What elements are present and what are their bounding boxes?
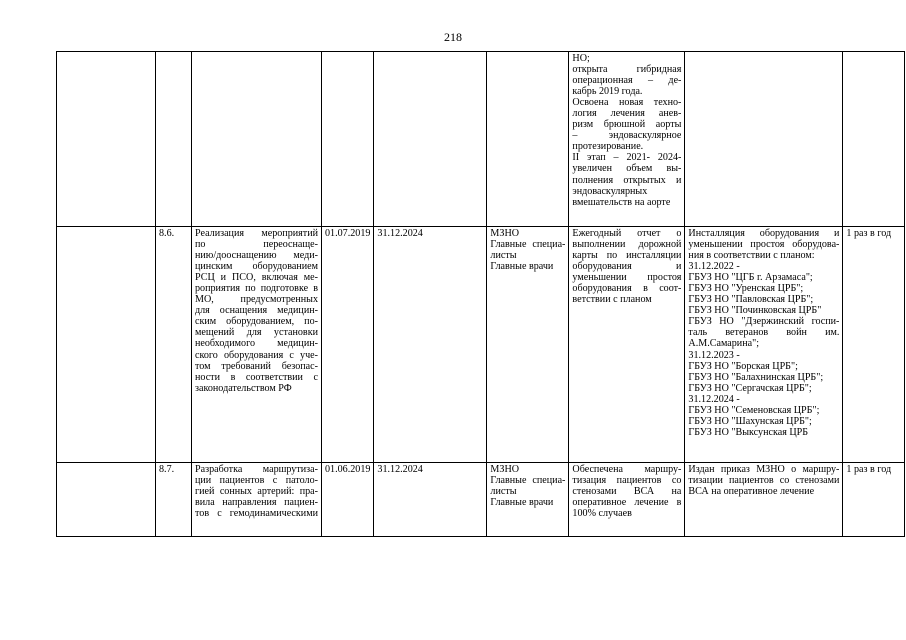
text-line: протезирование. xyxy=(572,141,644,153)
cell-empty xyxy=(374,52,487,227)
text-line: МЗНО xyxy=(490,228,520,239)
text-line: ГБУЗ НО "Уренская ЦРБ"; xyxy=(688,283,804,295)
text-line: 100% случаев xyxy=(572,508,632,520)
text-line: операционная – де- xyxy=(572,75,682,87)
text-line: ГБУЗ НО "Балахнинская ЦРБ"; xyxy=(688,371,824,383)
text-line: роприятия по подготовке в xyxy=(195,283,318,295)
text-line: 31.12.2022 - xyxy=(688,261,740,273)
text-line: Главные специа- xyxy=(490,239,566,251)
cell-indicator xyxy=(685,227,843,463)
cell-start-date: 01.07.2019 xyxy=(322,227,374,463)
text-line: Издан приказ МЗНО о маршру- xyxy=(688,464,840,475)
text-line: ГБУЗ НО "Борская ЦРБ"; xyxy=(688,360,798,372)
text-line: – эндоваскулярное xyxy=(572,130,682,142)
text-line: карты по инсталляции xyxy=(572,250,682,262)
text-line: законодательством РФ xyxy=(195,382,292,394)
text-line: уменьшении простоя xyxy=(572,272,682,284)
cell-frequency: 1 раз в год xyxy=(843,227,905,463)
text-line: НО; xyxy=(572,53,590,64)
text-line: ГБУЗ НО "Шахунская ЦРБ"; xyxy=(688,415,812,427)
text-line: ГБУЗ НО "Дзержинский госпи- xyxy=(688,316,840,328)
text-line: том требований безопас- xyxy=(195,360,318,372)
table-row-8-7 xyxy=(57,463,905,537)
cell-frequency: 1 раз в год xyxy=(843,463,905,537)
text-line: мещений для установки xyxy=(195,327,318,339)
text-line: РСЦ и ПСО, включая ме- xyxy=(195,272,318,284)
cell-empty xyxy=(156,52,192,227)
text-line: ГБУЗ НО "Павловская ЦРБ"; xyxy=(688,294,814,306)
text-line: Разработка маршрутиза- xyxy=(195,464,318,475)
text-line: для оснащения медицин- xyxy=(195,305,318,317)
text-line: оборудования в соот- xyxy=(572,283,682,295)
text-line: ности в соответствии с xyxy=(195,371,318,383)
text-line: ризм брюшной аорты xyxy=(572,119,682,131)
text-line: нию/дооснащению меди- xyxy=(195,250,318,262)
cell-result xyxy=(569,227,685,463)
text-line: ГБУЗ НО "Сергачская ЦРБ"; xyxy=(688,382,812,394)
text-line: ГБУЗ НО "Починковская ЦРБ" xyxy=(688,305,822,317)
cell-empty xyxy=(57,227,156,463)
cell-number: 8.7. xyxy=(156,463,192,537)
page-number: 218 xyxy=(444,30,462,44)
text-line: МО, предусмотренных xyxy=(195,294,318,306)
cell-start-date: 01.06.2019 xyxy=(322,463,374,537)
text-line: таль ветеранов войн им. xyxy=(688,327,840,339)
cell-empty xyxy=(322,52,374,227)
text-line: оперативное лечение в xyxy=(572,497,682,509)
text-line: листы xyxy=(490,250,517,262)
text-line: 31.12.2024 - xyxy=(688,393,740,405)
text-line: Освоена новая техно- xyxy=(572,97,682,109)
cell-end-date: 31.12.2024 xyxy=(374,463,487,537)
text-line: листы xyxy=(490,486,517,498)
text-line: ГБУЗ НО "Семеновская ЦРБ"; xyxy=(688,404,820,416)
text-line: цинским оборудованием xyxy=(195,261,318,273)
plan-table xyxy=(56,51,905,537)
cell-empty xyxy=(192,52,322,227)
text-line: II этап – 2021- 2024- xyxy=(572,152,682,164)
text-line: А.М.Самарина"; xyxy=(688,338,759,350)
text-line: Реализация мероприятий xyxy=(195,228,318,239)
cell-empty xyxy=(57,52,156,227)
text-line: Главные врачи xyxy=(490,497,554,509)
cell-number: 8.6. xyxy=(156,227,192,463)
cell-responsible xyxy=(487,463,569,537)
text-line: открыта гибридная xyxy=(572,64,682,76)
cell-empty xyxy=(487,52,569,227)
text-line: ским оборудованием, по- xyxy=(195,316,318,328)
text-line: тов с гемодинамическими xyxy=(195,508,318,520)
text-line: увеличен объем вы- xyxy=(572,163,682,175)
text-line: по переоснаще- xyxy=(195,239,318,251)
cell-empty xyxy=(685,52,843,227)
text-line: ГБУЗ НО "ЦГБ г. Арзамаса"; xyxy=(688,272,813,284)
text-line: ГБУЗ НО "Выксунская ЦРБ xyxy=(688,426,809,438)
text-line: тизации пациентов со стенозами xyxy=(688,475,840,487)
text-line: ветствии с планом xyxy=(572,294,652,306)
text-line: ния в соответствии с планом: xyxy=(688,250,815,262)
text-line: оборудования и xyxy=(572,261,682,273)
text-line: полнения открытых и xyxy=(572,174,682,186)
text-line: необходимого медицин- xyxy=(195,338,318,350)
cell-indicator xyxy=(685,463,843,537)
text-line: выполнении дорожной xyxy=(572,239,682,251)
text-line: стенозами ВСА на xyxy=(572,486,682,498)
text-line: вила направления пациен- xyxy=(195,497,318,509)
table-row-8-6 xyxy=(57,227,905,463)
cell-empty xyxy=(57,463,156,537)
cell-empty xyxy=(843,52,905,227)
cell-responsible xyxy=(487,227,569,463)
cell-result xyxy=(569,52,685,227)
table-row-continuation xyxy=(57,52,905,227)
text-line: ского оборудования с уче- xyxy=(195,349,318,361)
text-line: эндоваскулярных xyxy=(572,185,648,197)
cell-activity xyxy=(192,227,322,463)
text-line: Главные врачи xyxy=(490,261,554,273)
text-line: Обеспечена маршру- xyxy=(572,464,682,475)
text-line: вмешательств на аорте xyxy=(572,196,671,208)
cell-end-date: 31.12.2024 xyxy=(374,227,487,463)
cell-result xyxy=(569,463,685,537)
text-line: кабрь 2019 года. xyxy=(572,86,643,98)
text-line: гией сонных артерий: пра- xyxy=(195,486,318,498)
cell-activity xyxy=(192,463,322,537)
text-line: уменьшении простоя оборудова- xyxy=(688,239,840,251)
text-line: МЗНО xyxy=(490,464,520,475)
text-line: тизация пациентов со xyxy=(572,475,682,487)
text-line: логия лечения анев- xyxy=(572,108,682,120)
text-line: Главные специа- xyxy=(490,475,566,487)
text-line: 31.12.2023 - xyxy=(688,349,740,361)
text-line: ВСА на оперативное лечение xyxy=(688,486,815,498)
text-line: ции пациентов с патоло- xyxy=(195,475,318,487)
text-line: Ежегодный отчет о xyxy=(572,228,682,239)
text-line: Инсталляция оборудования и xyxy=(688,228,840,239)
